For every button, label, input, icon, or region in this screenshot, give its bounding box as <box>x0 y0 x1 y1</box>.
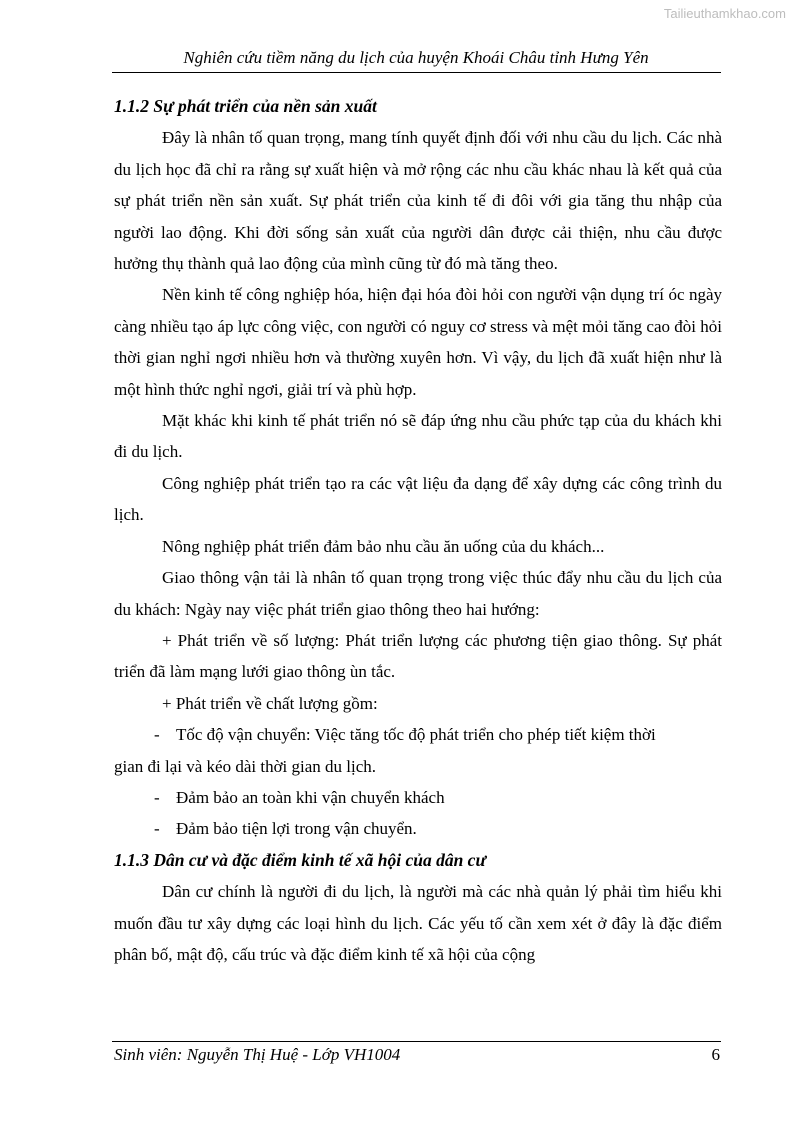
list-item <box>114 813 722 844</box>
list-item-text: Đảm bảo tiện lợi trong vận chuyển. <box>176 819 417 839</box>
paragraph: Đây là nhân tố quan trọng, mang tính quyết định đối với nhu cầu du lịch. Các nhà du lịch học đã chỉ ra rằng sự xuất hiện và mở rộng các nhu cầu khác nhau là kết quả của sự phát triển nền sản xuất. Sự phát triển của kinh tế đi đôi với gia tăng thu nhập của người lao động. Khi đời sống sản xuất của người dân được cải thiện, nhu cầu được hưởng thụ thành quả lao động của mình cũng từ đó mà tăng theo. <box>114 128 722 274</box>
paragraph: Nông nghiệp phát triển đảm bảo nhu cầu ăn uống của du khách... <box>162 536 605 556</box>
footer-student: Sinh viên: Nguyễn Thị Huệ - Lớp VH1004 <box>114 1045 401 1064</box>
header-divider <box>112 72 721 73</box>
paragraph: + Phát triển về số lượng: Phát triển lượng các phương tiện giao thông. Sự phát triển đã làm mạng lưới giao thông ùn tắc. <box>114 630 722 682</box>
page-number: 6 <box>711 1045 720 1064</box>
paragraph: Mặt khác khi kinh tế phát triển nó sẽ đáp ứng nhu cầu phức tạp của du khách khi đi du lịch. <box>114 411 722 462</box>
dash-bullet: - <box>154 725 160 745</box>
dash-bullet: - <box>154 787 160 807</box>
paragraph: Giao thông vận tải là nhân tố quan trọng trong việc thúc đẩy nhu cầu du lịch của du khách: Ngày nay việc phát triển giao thông theo hai hướng: <box>114 568 722 619</box>
running-header: Nghiên cứu tiềm năng du lịch của huyện Khoái Châu tỉnh Hưng Yên <box>183 48 649 67</box>
watermark: Tailieuthamkhao.com <box>663 6 786 21</box>
section-heading-1-1-3: 1.1.3 Dân cư và đặc điểm kinh tế xã hội của dân cư <box>114 849 486 870</box>
paragraph: Công nghiệp phát triển tạo ra các vật liệu đa dạng để xây dựng các công trình du lịch. <box>114 473 722 525</box>
section-heading-1-1-2: 1.1.2 Sự phát triển của nền sản xuất <box>114 96 377 116</box>
paragraph: Nền kinh tế công nghiệp hóa, hiện đại hóa đòi hỏi con người vận dụng trí óc ngày càng nhiều tạo áp lực công việc, con người có nguy cơ stress và mệt mỏi tăng cao đòi hỏi thời gian nghỉ ngơi nhiều hơn và thường xuyên hơn. Vì vậy, du lịch đã xuất hiện như là một hình thức nghỉ ngơi, giải trí và phù hợp. <box>114 285 722 399</box>
page-body <box>114 91 722 970</box>
dash-bullet: - <box>154 819 160 839</box>
paragraph: Dân cư chính là người đi du lịch, là người mà các nhà quản lý phải tìm hiểu khi muốn đầu tư xây dựng các loại hình du lịch. Các yếu tố cần xem xét ở đây là đặc điểm phân bố, mật độ, cấu trúc và đặc điểm kinh tế xã hội của cộng <box>114 882 722 964</box>
list-item <box>114 782 722 813</box>
list-item-text: Tốc độ vận chuyển: Việc tăng tốc độ phát triển cho phép tiết kiệm thời <box>176 725 656 745</box>
list-item <box>114 719 722 750</box>
paragraph: + Phát triển về chất lượng gồm: <box>162 693 378 713</box>
footer-divider <box>112 1041 721 1042</box>
list-item-text: Đảm bảo an toàn khi vận chuyển khách <box>176 787 445 807</box>
list-item-continuation: gian đi lại và kéo dài thời gian du lịch. <box>114 756 377 776</box>
